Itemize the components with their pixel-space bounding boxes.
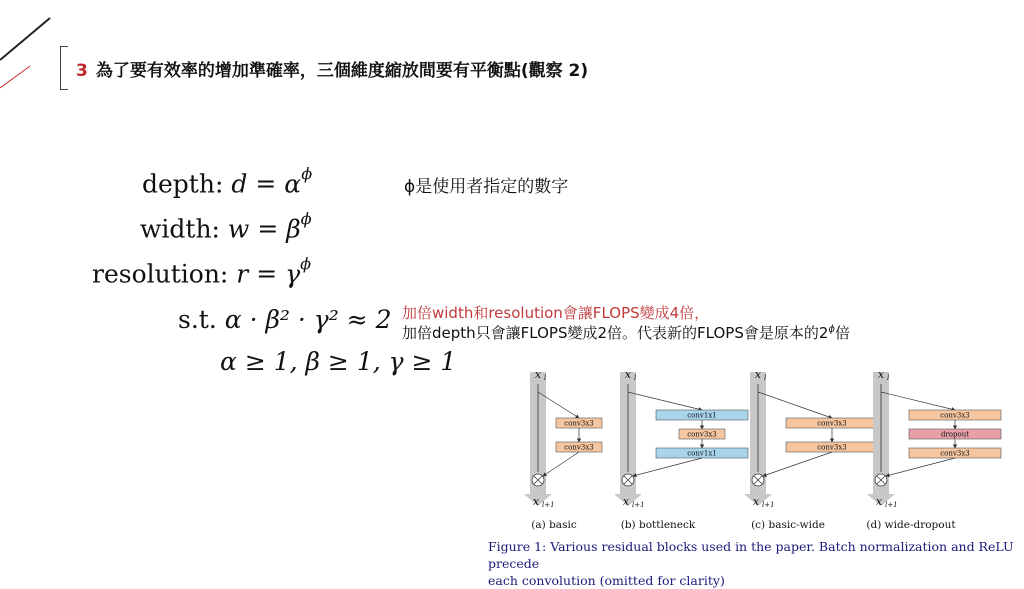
flops-note-line1: 加倍width和resolution會讓FLOPS變成4倍， (402, 304, 710, 322)
width-equation (140, 209, 312, 244)
block-0-return-line (543, 452, 579, 476)
flops-note-base: 2 (818, 324, 829, 342)
res-eq: = (256, 259, 278, 289)
block-2-output-sub: l+1 (762, 501, 775, 509)
block-1-output-label: x (622, 495, 630, 508)
block-0-caption: (a) basic (531, 519, 577, 531)
width-base: β (286, 214, 301, 244)
block-0-output-label: x (532, 495, 540, 508)
resolution-equation (92, 254, 312, 289)
depth-label: depth: (142, 169, 224, 199)
block-2-output-label: x (752, 495, 760, 508)
block-3-caption: (d) wide-dropout (866, 519, 956, 531)
block-2-caption: (c) basic-wide (751, 519, 825, 531)
block-0-output-sub: l+1 (542, 501, 555, 509)
block-1-branch-line (628, 392, 702, 410)
flops-note-suffix: 倍 (835, 324, 851, 342)
width-var: w (227, 214, 250, 244)
title-bracket (60, 46, 68, 90)
depth-eq: = (255, 169, 277, 199)
st-label: s.t. (178, 305, 217, 334)
depth-exp: ϕ (301, 164, 313, 183)
block-3-input-sub: l (887, 374, 890, 382)
block-0-layer-1-label: conv3x3 (564, 443, 594, 452)
block-1-input-label: x (624, 368, 632, 381)
title-text: 為了要有效率的增加準確率，三個維度縮放間要有平衡點(觀察 2) (95, 61, 589, 81)
block-3-layer-2-label: conv3x3 (940, 449, 970, 458)
block-1-output-sub: l+1 (632, 501, 645, 509)
figure-caption (488, 538, 1024, 589)
block-2-branch-line (758, 392, 832, 418)
block-1-layer-2-label: conv1x1 (687, 449, 717, 458)
constraint-expr: α ≥ 1, β ≥ 1, γ ≥ 1 (220, 347, 457, 376)
block-3-branch-line (881, 392, 955, 410)
width-eq: = (257, 214, 279, 244)
block-1-return-line (633, 458, 702, 476)
block-0-input-sub: l (544, 374, 547, 382)
block-1-layer-1-label: conv3x3 (687, 430, 717, 439)
width-label: width: (140, 214, 220, 244)
figure-caption-line1: Figure 1: Various residual blocks used in the paper. Batch normalization and ReLU precede (488, 539, 1014, 571)
st-expr: α · β² · γ² ≈ 2 (224, 305, 392, 334)
block-3-input-label: x (877, 368, 885, 381)
block-2-return-line (763, 452, 832, 476)
block-3-return-line (886, 458, 955, 476)
block-0-layer-0-label: conv3x3 (564, 419, 594, 428)
flops-note-prefix: 加倍depth只會讓FLOPS變成2倍。代表新的FLOPS會是原本的 (402, 324, 819, 342)
phi-note: ϕ是使用者指定的數字 (404, 177, 569, 197)
block-2-input-sub: l (764, 374, 767, 382)
res-base: γ (285, 259, 301, 289)
block-0-input-label: x (534, 368, 542, 381)
block-2-layer-0-label: conv3x3 (817, 419, 847, 428)
subject-to-equation (178, 305, 391, 334)
title-number: 3 (76, 61, 88, 81)
depth-var: d (231, 169, 248, 199)
block-3-output-label: x (875, 495, 883, 508)
depth-equation (142, 164, 313, 199)
block-3-output-sub: l+1 (885, 501, 898, 509)
depth-base: α (284, 169, 302, 199)
flops-note-exp: ϕ (828, 324, 836, 335)
block-3-layer-1-label: dropout (940, 430, 970, 439)
width-exp: ϕ (300, 209, 312, 228)
block-3-layer-0-label: conv3x3 (940, 411, 970, 420)
figure-caption-line2: each convolution (omitted for clarity) (488, 573, 725, 588)
block-2-input-label: x (754, 368, 762, 381)
block-1-caption: (b) bottleneck (620, 519, 696, 531)
block-1-layer-0-label: conv1x1 (687, 411, 717, 420)
res-var: r (236, 259, 249, 289)
flops-note-line2 (402, 322, 850, 343)
page-title (76, 56, 588, 81)
block-2-layer-1-label: conv3x3 (817, 443, 847, 452)
constraint-equation (220, 347, 456, 376)
block-1-input-sub: l (634, 374, 637, 382)
res-label: resolution: (92, 259, 229, 289)
res-exp: ϕ (300, 254, 312, 273)
